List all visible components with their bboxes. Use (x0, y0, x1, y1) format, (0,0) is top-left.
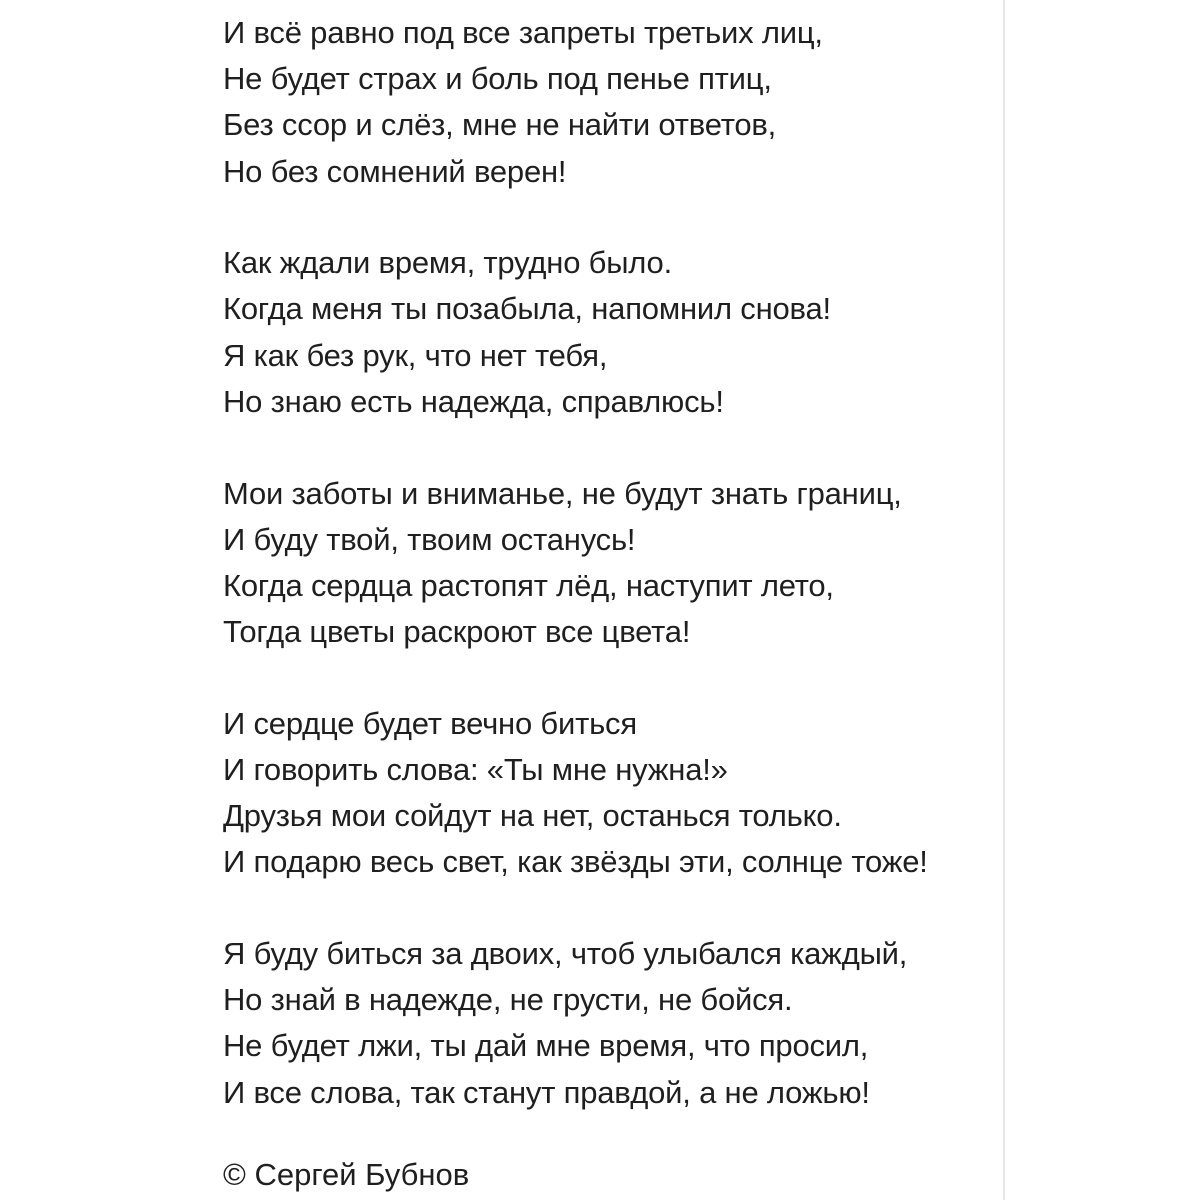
poem-line: И все слова, так станут правдой, а не ложью! (223, 1074, 870, 1110)
stanza-3 (223, 471, 993, 656)
stanza-5 (223, 931, 993, 1116)
poem-line: Когда сердца растопят лёд, наступит лето, (223, 567, 834, 603)
stanza-1 (223, 10, 993, 195)
stanza-2 (223, 240, 993, 425)
poem-line: И подарю весь свет, как звёзды эти, солнце тоже! (223, 844, 928, 880)
poem-line: И говорить слова: «Ты мне нужна!» (223, 751, 728, 787)
poem-line: Но знай в надежде, не грусти, не бойся. (223, 982, 793, 1018)
poem-body (223, 10, 993, 1161)
poem-line: Мои заботы и вниманье, не будут знать границ, (223, 475, 902, 511)
poem-line: Но знаю есть надежда, справлюсь! (223, 383, 724, 419)
poem-line: Как ждали время, трудно было. (223, 245, 672, 281)
poem-line: Не будет страх и боль под пенье птиц, (223, 61, 772, 97)
poem-line: И всё равно под все запреты третьих лиц, (223, 15, 823, 50)
poem-line: И буду твой, твоим останусь! (223, 521, 636, 557)
author-signature: © Сергей Бубнов (223, 1157, 470, 1192)
poem-line: Я буду биться за двоих, чтоб улыбался каждый, (223, 936, 908, 971)
stanza-4 (223, 701, 993, 886)
poem-line: Тогда цветы раскроют все цвета! (223, 614, 691, 650)
right-divider (1003, 0, 1005, 1200)
poem-line: Я как без рук, что нет тебя, (223, 337, 608, 373)
poem-line: И сердце будет вечно биться (223, 705, 637, 741)
poem-line: Но без сомнений верен! (223, 153, 567, 189)
poem-line: Без ссор и слёз, мне не найти ответов, (223, 107, 777, 143)
poem-line: Когда меня ты позабыла, напомнил снова! (223, 291, 831, 327)
poem-line: Друзья мои сойдут на нет, останься только. (223, 798, 842, 834)
poem-line: Не будет лжи, ты дай мне время, что просил, (223, 1028, 869, 1064)
